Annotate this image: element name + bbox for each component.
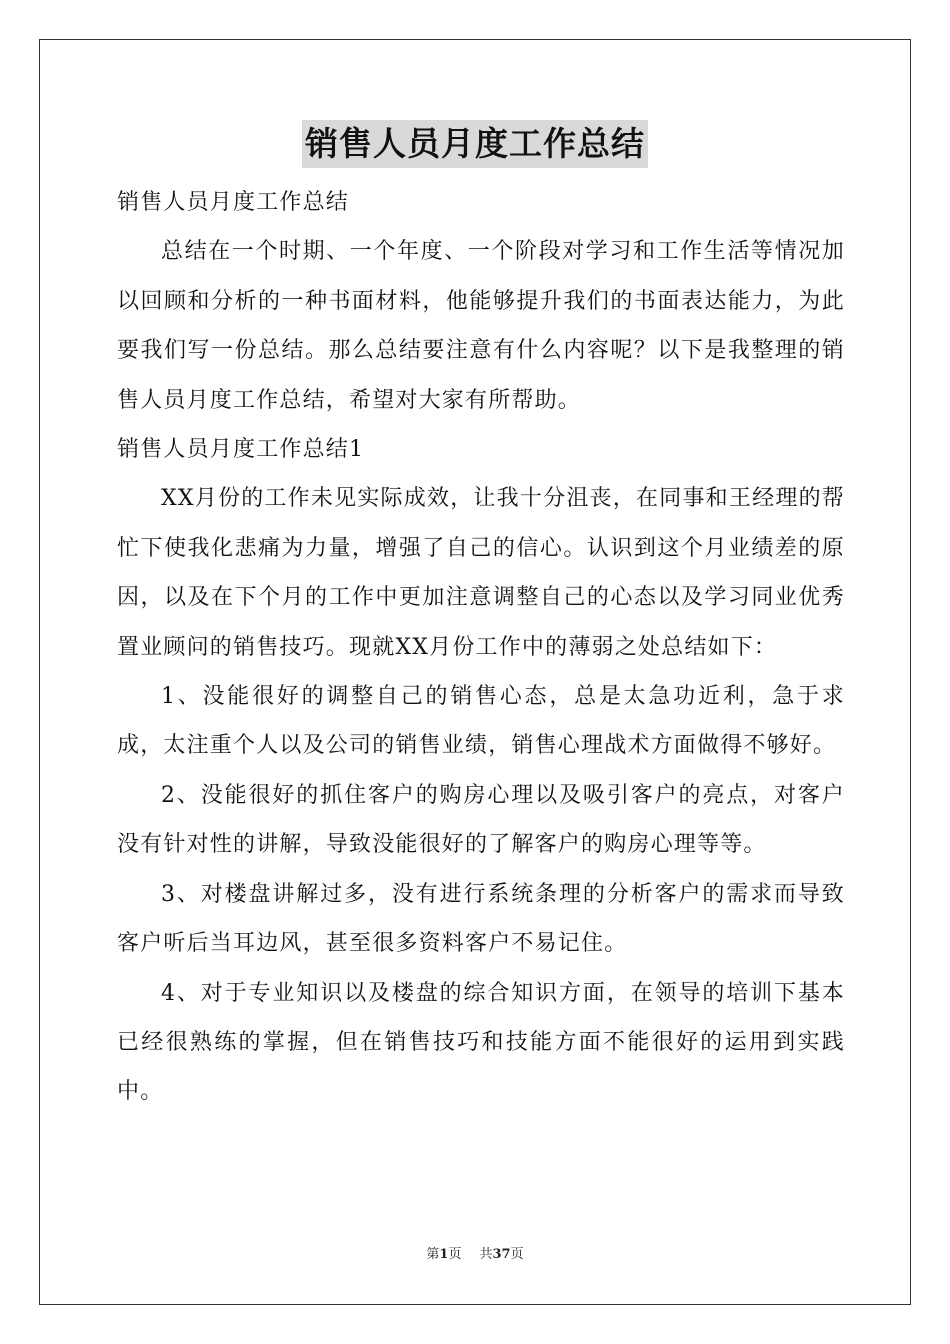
page-prefix: 第 <box>426 1247 440 1262</box>
total-prefix: 共 <box>479 1247 493 1262</box>
intro-paragraph: 总结在一个时期、一个年度、一个阶段对学习和工作生活等情况加以回顾和分析的一种书面材料，他能够提升我们的书面表达能力，为此要我们写一份总结。那么总结要注意有什么内容呢？以下是我整理的销售人员月度工作总结，希望对大家有所帮助。 <box>117 239 845 413</box>
list-item-1: 1、没能很好的调整自己的销售心态，总是太急功近利，急于求成，太注重个人以及公司的销售业绩，销售心理战术方面做得不够好。 <box>117 684 845 759</box>
page-footer <box>0 1246 950 1264</box>
total-pages: 37 <box>492 1247 511 1262</box>
list-item-4: 4、对于专业知识以及楼盘的综合知识方面，在领导的培训下基本已经很熟练的掌握，但在销售技巧和技能方面不能很好的运用到实践中。 <box>117 980 845 1105</box>
section-heading-1: 销售人员月度工作总结1 <box>117 437 365 463</box>
page-number: 1 <box>439 1247 449 1262</box>
document-title: 销售人员月度工作总结 <box>302 120 648 168</box>
list-item-2: 2、没能很好的抓住客户的购房心理以及吸引客户的亮点，对客户没有针对性的讲解，导致没能很好的了解客户的购房心理等等。 <box>117 782 845 858</box>
body-paragraph: XX月份的工作未见实际成效，让我十分沮丧，在同事和王经理的帮忙下使我化悲痛为力量，增强了自己的信心。认识到这个月业绩差的原因，以及在下个月的工作中更加注意调整自己的心态以及学习同业优秀置业顾问的销售技巧。现就XX月份工作中的薄弱之处总结如下： <box>117 486 845 660</box>
document-body <box>117 178 845 1117</box>
title-container <box>0 120 950 168</box>
list-item-3: 3、对楼盘讲解过多，没有进行系统条理的分析客户的需求而导致客户听后当耳边风，甚至很多资料客户不易记住。 <box>117 881 845 957</box>
total-suffix: 页 <box>510 1247 524 1262</box>
section-heading: 销售人员月度工作总结 <box>117 190 350 215</box>
page-suffix: 页 <box>448 1247 462 1262</box>
